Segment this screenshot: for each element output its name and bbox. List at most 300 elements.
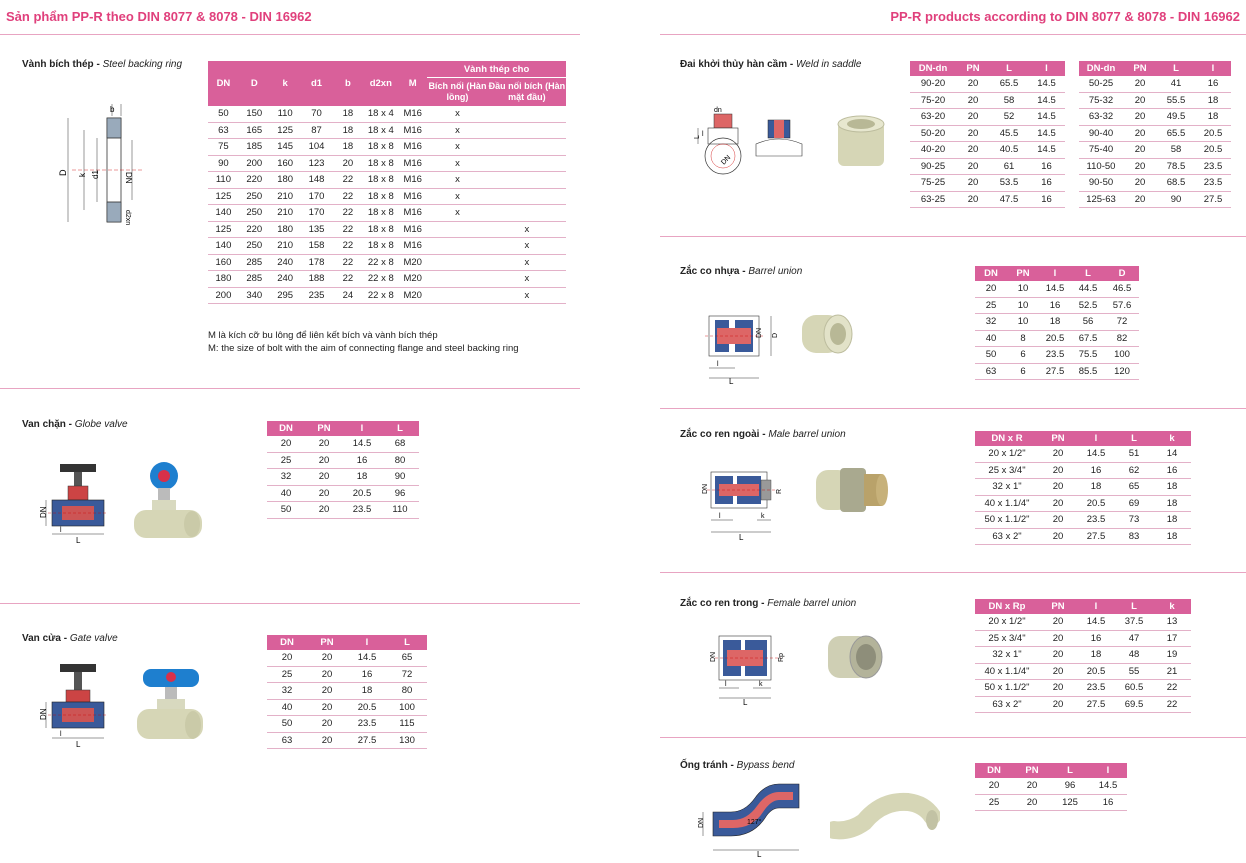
section-title-female-union: Zắc co ren trong - Female barrel union: [680, 598, 857, 609]
table-cell: 18 x 8: [363, 205, 398, 222]
table-cell: 20: [267, 436, 305, 452]
table-row: [1079, 109, 1231, 126]
table-cell: 20: [305, 452, 343, 469]
table-cell: 104: [301, 139, 333, 156]
table-cell: 22: [332, 172, 363, 189]
table-cell: 75.5: [1071, 347, 1105, 364]
table-cell: 65.5: [990, 76, 1028, 92]
table-row: [267, 436, 419, 452]
table-cell: 135: [301, 221, 333, 238]
table-cell: 100: [1105, 347, 1139, 364]
table-cell: 32: [267, 469, 305, 486]
header-rule-right: [660, 34, 1246, 35]
table-row: [267, 452, 419, 469]
table-cell: 160: [208, 254, 239, 271]
table-cell: 50: [208, 106, 239, 122]
table-cell: 170: [301, 205, 333, 222]
table-cell: x: [427, 106, 488, 122]
table-cell: 13: [1153, 614, 1191, 630]
table-row: [910, 175, 1065, 192]
table-row: [975, 297, 1139, 314]
dim-label: l: [702, 131, 704, 138]
table-cell: M16: [398, 238, 427, 255]
dim-label: DN: [710, 651, 717, 662]
table-cell: 20: [956, 92, 990, 109]
table-row: [267, 469, 419, 486]
table-cell: 180: [270, 221, 301, 238]
table-cell: x: [488, 287, 566, 304]
table-cell: 65: [387, 650, 427, 666]
table-row: [975, 314, 1139, 331]
bypass-bend-table: [975, 763, 1127, 811]
table-cell: 20: [307, 666, 347, 683]
table-cell: 16: [1153, 462, 1191, 479]
table-cell: 20: [305, 469, 343, 486]
table-cell: 14.5: [1028, 125, 1065, 142]
weld-saddle-table-b: [1079, 61, 1231, 208]
table-cell: 96: [381, 485, 419, 502]
table-cell: 20: [305, 502, 343, 519]
table-cell: 240: [270, 254, 301, 271]
table-cell: 14.5: [1028, 142, 1065, 159]
table-cell: 55: [1115, 663, 1153, 680]
page-header-right: PP-R products according to DIN 8077 & 8078 - DIN 16962: [890, 9, 1240, 24]
table-cell: 63: [208, 122, 239, 139]
table-cell: 40.5: [990, 142, 1028, 159]
table-cell: 20: [1123, 175, 1157, 192]
table-cell: [488, 205, 566, 222]
divider: [0, 603, 580, 604]
table-cell: 220: [239, 172, 270, 189]
table-cell: 145: [270, 139, 301, 156]
dim-label: l: [717, 361, 719, 368]
table-cell: [427, 254, 488, 271]
col-header: DN: [208, 61, 239, 106]
table-cell: [488, 155, 566, 172]
dim-label: L: [694, 135, 701, 139]
col-header: PN: [1039, 431, 1077, 446]
dim-label: DN: [698, 817, 705, 828]
table-cell: 20: [956, 76, 990, 92]
table-cell: 20: [1123, 125, 1157, 142]
table-cell: 340: [239, 287, 270, 304]
table-cell: 60.5: [1115, 680, 1153, 697]
dim-label: DN: [39, 506, 48, 518]
table-cell: 27.5: [1195, 191, 1231, 208]
table-cell: 22: [332, 271, 363, 288]
col-header: PN: [1039, 599, 1077, 614]
table-row: [208, 254, 566, 271]
dim-label: L: [739, 533, 744, 540]
table-cell: M16: [398, 106, 427, 122]
table-cell: 20: [1123, 191, 1157, 208]
table-row: [975, 495, 1191, 512]
table-cell: 20: [1039, 630, 1077, 647]
table-cell: 65.5: [1157, 125, 1195, 142]
table-cell: 180: [270, 172, 301, 189]
table-cell: 20: [307, 732, 347, 749]
table-cell: 50: [975, 347, 1007, 364]
globe-valve-photo: [130, 462, 205, 547]
col-header: L: [1051, 763, 1089, 778]
dim-label: l: [725, 681, 727, 688]
col-header: d1: [301, 61, 333, 106]
table-cell: M20: [398, 254, 427, 271]
table-cell: 90-20: [910, 76, 956, 92]
table-cell: 148: [301, 172, 333, 189]
table-cell: 23.5: [1039, 347, 1071, 364]
table-row: [208, 188, 566, 205]
male-union-table: [975, 431, 1191, 545]
gate-valve-photo: [135, 665, 210, 750]
table-row: [267, 699, 427, 716]
table-cell: 90-50: [1079, 175, 1123, 192]
table-cell: 75-32: [1079, 92, 1123, 109]
col-header: l: [1039, 266, 1071, 281]
table-cell: 47: [1115, 630, 1153, 647]
dim-label: 127°: [747, 819, 762, 826]
table-cell: 23.5: [343, 502, 381, 519]
table-cell: 20: [956, 142, 990, 159]
table-cell: 18: [1153, 479, 1191, 496]
table-cell: 75-20: [910, 92, 956, 109]
table-cell: 20: [956, 158, 990, 175]
table-cell: 125: [1051, 794, 1089, 811]
table-cell: 37.5: [1115, 614, 1153, 630]
table-cell: 20.5: [347, 699, 387, 716]
table-cell: 210: [270, 188, 301, 205]
table-cell: 41: [1157, 76, 1195, 92]
table-cell: x: [427, 188, 488, 205]
table-cell: 23.5: [1077, 512, 1115, 529]
table-cell: 18: [1039, 314, 1071, 331]
table-cell: 18: [1195, 109, 1231, 126]
col-header: D: [239, 61, 270, 106]
table-cell: 160: [270, 155, 301, 172]
table-cell: 18: [1153, 495, 1191, 512]
dim-label: d2xn: [124, 210, 131, 226]
dim-label: L: [757, 850, 762, 858]
table-cell: [488, 188, 566, 205]
divider: [660, 236, 1246, 237]
dim-label: l: [719, 513, 721, 520]
table-cell: 20: [1123, 142, 1157, 159]
table-cell: 20: [1123, 109, 1157, 126]
table-row: [267, 502, 419, 519]
table-cell: M16: [398, 221, 427, 238]
table-row: [1079, 191, 1231, 208]
table-cell: 20: [956, 175, 990, 192]
table-cell: [488, 106, 566, 122]
table-cell: 62: [1115, 462, 1153, 479]
col-header: DN: [267, 635, 307, 650]
table-cell: 235: [301, 287, 333, 304]
table-cell: 23.5: [1195, 175, 1231, 192]
table-row: [975, 462, 1191, 479]
col-header: D: [1105, 266, 1139, 281]
col-header: L: [387, 635, 427, 650]
table-row: [975, 614, 1191, 630]
table-cell: 140: [208, 205, 239, 222]
table-cell: 70: [301, 106, 333, 122]
table-cell: 22 x 8: [363, 287, 398, 304]
table-cell: 6: [1007, 363, 1039, 380]
table-cell: 18 x 8: [363, 238, 398, 255]
col-header: L: [1157, 61, 1195, 76]
col-header: l: [343, 421, 381, 436]
table-cell: 16: [1028, 175, 1065, 192]
table-cell: 69.5: [1115, 696, 1153, 713]
header-rule-left: [0, 34, 580, 35]
table-row: [975, 281, 1139, 297]
table-cell: 53.5: [990, 175, 1028, 192]
col-header: DN-dn: [1079, 61, 1123, 76]
table-cell: x: [488, 221, 566, 238]
table-cell: 23.5: [1077, 680, 1115, 697]
table-cell: M16: [398, 188, 427, 205]
table-cell: 20: [1123, 158, 1157, 175]
table-cell: 20: [1123, 76, 1157, 92]
male-union-drawing: [695, 460, 785, 540]
dim-label: k: [759, 681, 763, 688]
table-cell: 210: [270, 205, 301, 222]
table-row: [267, 716, 427, 733]
dim-label: dn: [714, 107, 722, 114]
dim-label: d1: [91, 170, 100, 179]
table-cell: 90-25: [910, 158, 956, 175]
table-cell: 210: [270, 238, 301, 255]
col-header: l: [1028, 61, 1065, 76]
globe-valve-drawing: [38, 460, 113, 545]
table-cell: 20: [1123, 92, 1157, 109]
table-cell: [427, 238, 488, 255]
table-cell: 20: [975, 778, 1013, 794]
section-title-male-union: Zắc co ren ngoài - Male barrel union: [680, 429, 846, 440]
table-cell: [488, 172, 566, 189]
table-row: [208, 287, 566, 304]
table-row: [910, 191, 1065, 208]
table-cell: 27.5: [1077, 528, 1115, 545]
table-cell: 125-63: [1079, 191, 1123, 208]
table-cell: 65: [1115, 479, 1153, 496]
col-header: PN: [1007, 266, 1039, 281]
female-union-photo: [824, 628, 889, 686]
table-row: [267, 485, 419, 502]
col-header: L: [1071, 266, 1105, 281]
table-cell: 16: [1028, 191, 1065, 208]
col-header: PN: [1013, 763, 1051, 778]
section-title-barrel-union: Zắc co nhựa - Barrel union: [680, 266, 803, 277]
table-cell: 14.5: [1089, 778, 1127, 794]
table-cell: 22: [1153, 680, 1191, 697]
table-row: [975, 330, 1139, 347]
table-cell: 10: [1007, 314, 1039, 331]
note-vi: M là kích cỡ bu lông để liên kết bích và vành bích thép: [208, 330, 438, 341]
table-row: [208, 271, 566, 288]
table-cell: 14.5: [1028, 76, 1065, 92]
table-cell: 285: [239, 271, 270, 288]
table-cell: 90: [1157, 191, 1195, 208]
table-row: [1079, 76, 1231, 92]
table-cell: x: [427, 205, 488, 222]
table-cell: 50: [267, 716, 307, 733]
table-cell: 63-32: [1079, 109, 1123, 126]
page-header-left: Sản phẩm PP-R theo DIN 8077 & 8078 - DIN 16962: [6, 9, 312, 24]
table-cell: 20: [1039, 696, 1077, 713]
table-cell: 16: [1028, 158, 1065, 175]
dim-label: b: [110, 105, 115, 114]
table-cell: 16: [347, 666, 387, 683]
table-cell: 18: [332, 139, 363, 156]
dim-label: L: [76, 536, 81, 545]
table-cell: 165: [239, 122, 270, 139]
table-cell: 14.5: [1028, 109, 1065, 126]
table-row: [975, 778, 1127, 794]
dim-label: DN: [756, 327, 763, 338]
table-cell: 32 x 1": [975, 479, 1039, 496]
table-cell: 69: [1115, 495, 1153, 512]
table-cell: 18 x 8: [363, 221, 398, 238]
table-cell: 40-20: [910, 142, 956, 159]
table-cell: 18 x 4: [363, 122, 398, 139]
table-cell: 45.5: [990, 125, 1028, 142]
table-cell: 56: [1071, 314, 1105, 331]
section-title-globe-valve: Van chặn - Globe valve: [22, 419, 128, 430]
table-cell: 188: [301, 271, 333, 288]
table-cell: 200: [208, 287, 239, 304]
col-header: L: [1115, 599, 1153, 614]
dim-label: DN: [702, 483, 709, 494]
table-cell: 110: [381, 502, 419, 519]
table-cell: 170: [301, 188, 333, 205]
table-cell: [427, 271, 488, 288]
table-cell: 16: [1195, 76, 1231, 92]
dim-label: R: [776, 488, 783, 494]
table-row: [208, 106, 566, 122]
table-cell: x: [488, 238, 566, 255]
table-cell: 40 x 1.1/4": [975, 663, 1039, 680]
barrel-union-table: [975, 266, 1139, 380]
table-cell: 20: [1013, 778, 1051, 794]
table-cell: 20: [956, 109, 990, 126]
dim-label: DN: [39, 708, 48, 720]
table-cell: 82: [1105, 330, 1139, 347]
dim-label: Rp: [778, 653, 785, 662]
table-cell: 22: [332, 221, 363, 238]
table-row: [208, 139, 566, 156]
table-cell: 20.5: [1077, 495, 1115, 512]
table-cell: 18: [332, 122, 363, 139]
table-cell: 50: [267, 502, 305, 519]
table-cell: 80: [381, 452, 419, 469]
table-row: [267, 732, 427, 749]
col-header: L: [381, 421, 419, 436]
table-cell: 20: [956, 125, 990, 142]
table-row: [975, 696, 1191, 713]
table-cell: 10: [1007, 281, 1039, 297]
table-cell: x: [427, 172, 488, 189]
table-cell: 67.5: [1071, 330, 1105, 347]
table-cell: 18 x 8: [363, 172, 398, 189]
table-cell: 20: [1013, 794, 1051, 811]
table-cell: 40 x 1.1/4": [975, 495, 1039, 512]
dim-label: l: [60, 527, 62, 534]
table-cell: 185: [239, 139, 270, 156]
table-cell: 75: [208, 139, 239, 156]
table-cell: 20: [1039, 479, 1077, 496]
table-cell: 20: [1039, 512, 1077, 529]
table-cell: x: [427, 122, 488, 139]
table-row: [910, 142, 1065, 159]
table-cell: 40: [975, 330, 1007, 347]
table-cell: 295: [270, 287, 301, 304]
table-cell: 20.5: [1195, 142, 1231, 159]
col-header: PN: [307, 635, 347, 650]
table-row: [975, 446, 1191, 462]
table-cell: 125: [270, 122, 301, 139]
col-header: Đầu nối bích (Hàn mặt đầu): [488, 78, 566, 107]
table-cell: 125: [208, 221, 239, 238]
table-cell: 14.5: [1077, 614, 1115, 630]
table-row: [975, 347, 1139, 364]
table-cell: 120: [1105, 363, 1139, 380]
table-row: [1079, 158, 1231, 175]
table-row: [975, 528, 1191, 545]
table-cell: 14: [1153, 446, 1191, 462]
table-row: [267, 683, 427, 700]
table-cell: 27.5: [1077, 696, 1115, 713]
table-cell: 63 x 2": [975, 528, 1039, 545]
table-cell: 20: [1039, 647, 1077, 664]
table-cell: 16: [1039, 297, 1071, 314]
table-cell: 25: [267, 666, 307, 683]
table-cell: M16: [398, 122, 427, 139]
table-cell: 20: [307, 699, 347, 716]
table-cell: 20: [956, 191, 990, 208]
male-union-photo: [812, 460, 892, 520]
female-union-table: [975, 599, 1191, 713]
divider: [0, 388, 580, 389]
table-cell: [427, 287, 488, 304]
steel-ring-table: [208, 61, 566, 304]
table-cell: 17: [1153, 630, 1191, 647]
steel-ring-drawing: [52, 100, 152, 230]
table-cell: 250: [239, 188, 270, 205]
table-cell: 75-25: [910, 175, 956, 192]
col-header: l: [347, 635, 387, 650]
table-row: [910, 125, 1065, 142]
table-cell: 50-20: [910, 125, 956, 142]
table-cell: 20: [1039, 680, 1077, 697]
barrel-union-photo: [798, 307, 858, 362]
dim-label: DN: [124, 172, 133, 184]
table-cell: 87: [301, 122, 333, 139]
table-row: [208, 122, 566, 139]
table-cell: 50 x 1.1/2": [975, 680, 1039, 697]
table-cell: 63-20: [910, 109, 956, 126]
table-cell: 46.5: [1105, 281, 1139, 297]
table-cell: 25: [975, 297, 1007, 314]
section-title-steel-ring: Vành bích thép - Steel backing ring: [22, 59, 183, 70]
table-cell: 20: [307, 716, 347, 733]
note-en: M: the size of bolt with the aim of connecting flange and steel backing ring: [208, 343, 519, 354]
table-cell: 20: [1039, 462, 1077, 479]
section-title-gate-valve: Van cửa - Gate valve: [22, 633, 118, 644]
table-cell: 18: [1077, 647, 1115, 664]
table-cell: 68.5: [1157, 175, 1195, 192]
table-cell: 220: [239, 221, 270, 238]
bypass-bend-drawing: [695, 780, 810, 858]
